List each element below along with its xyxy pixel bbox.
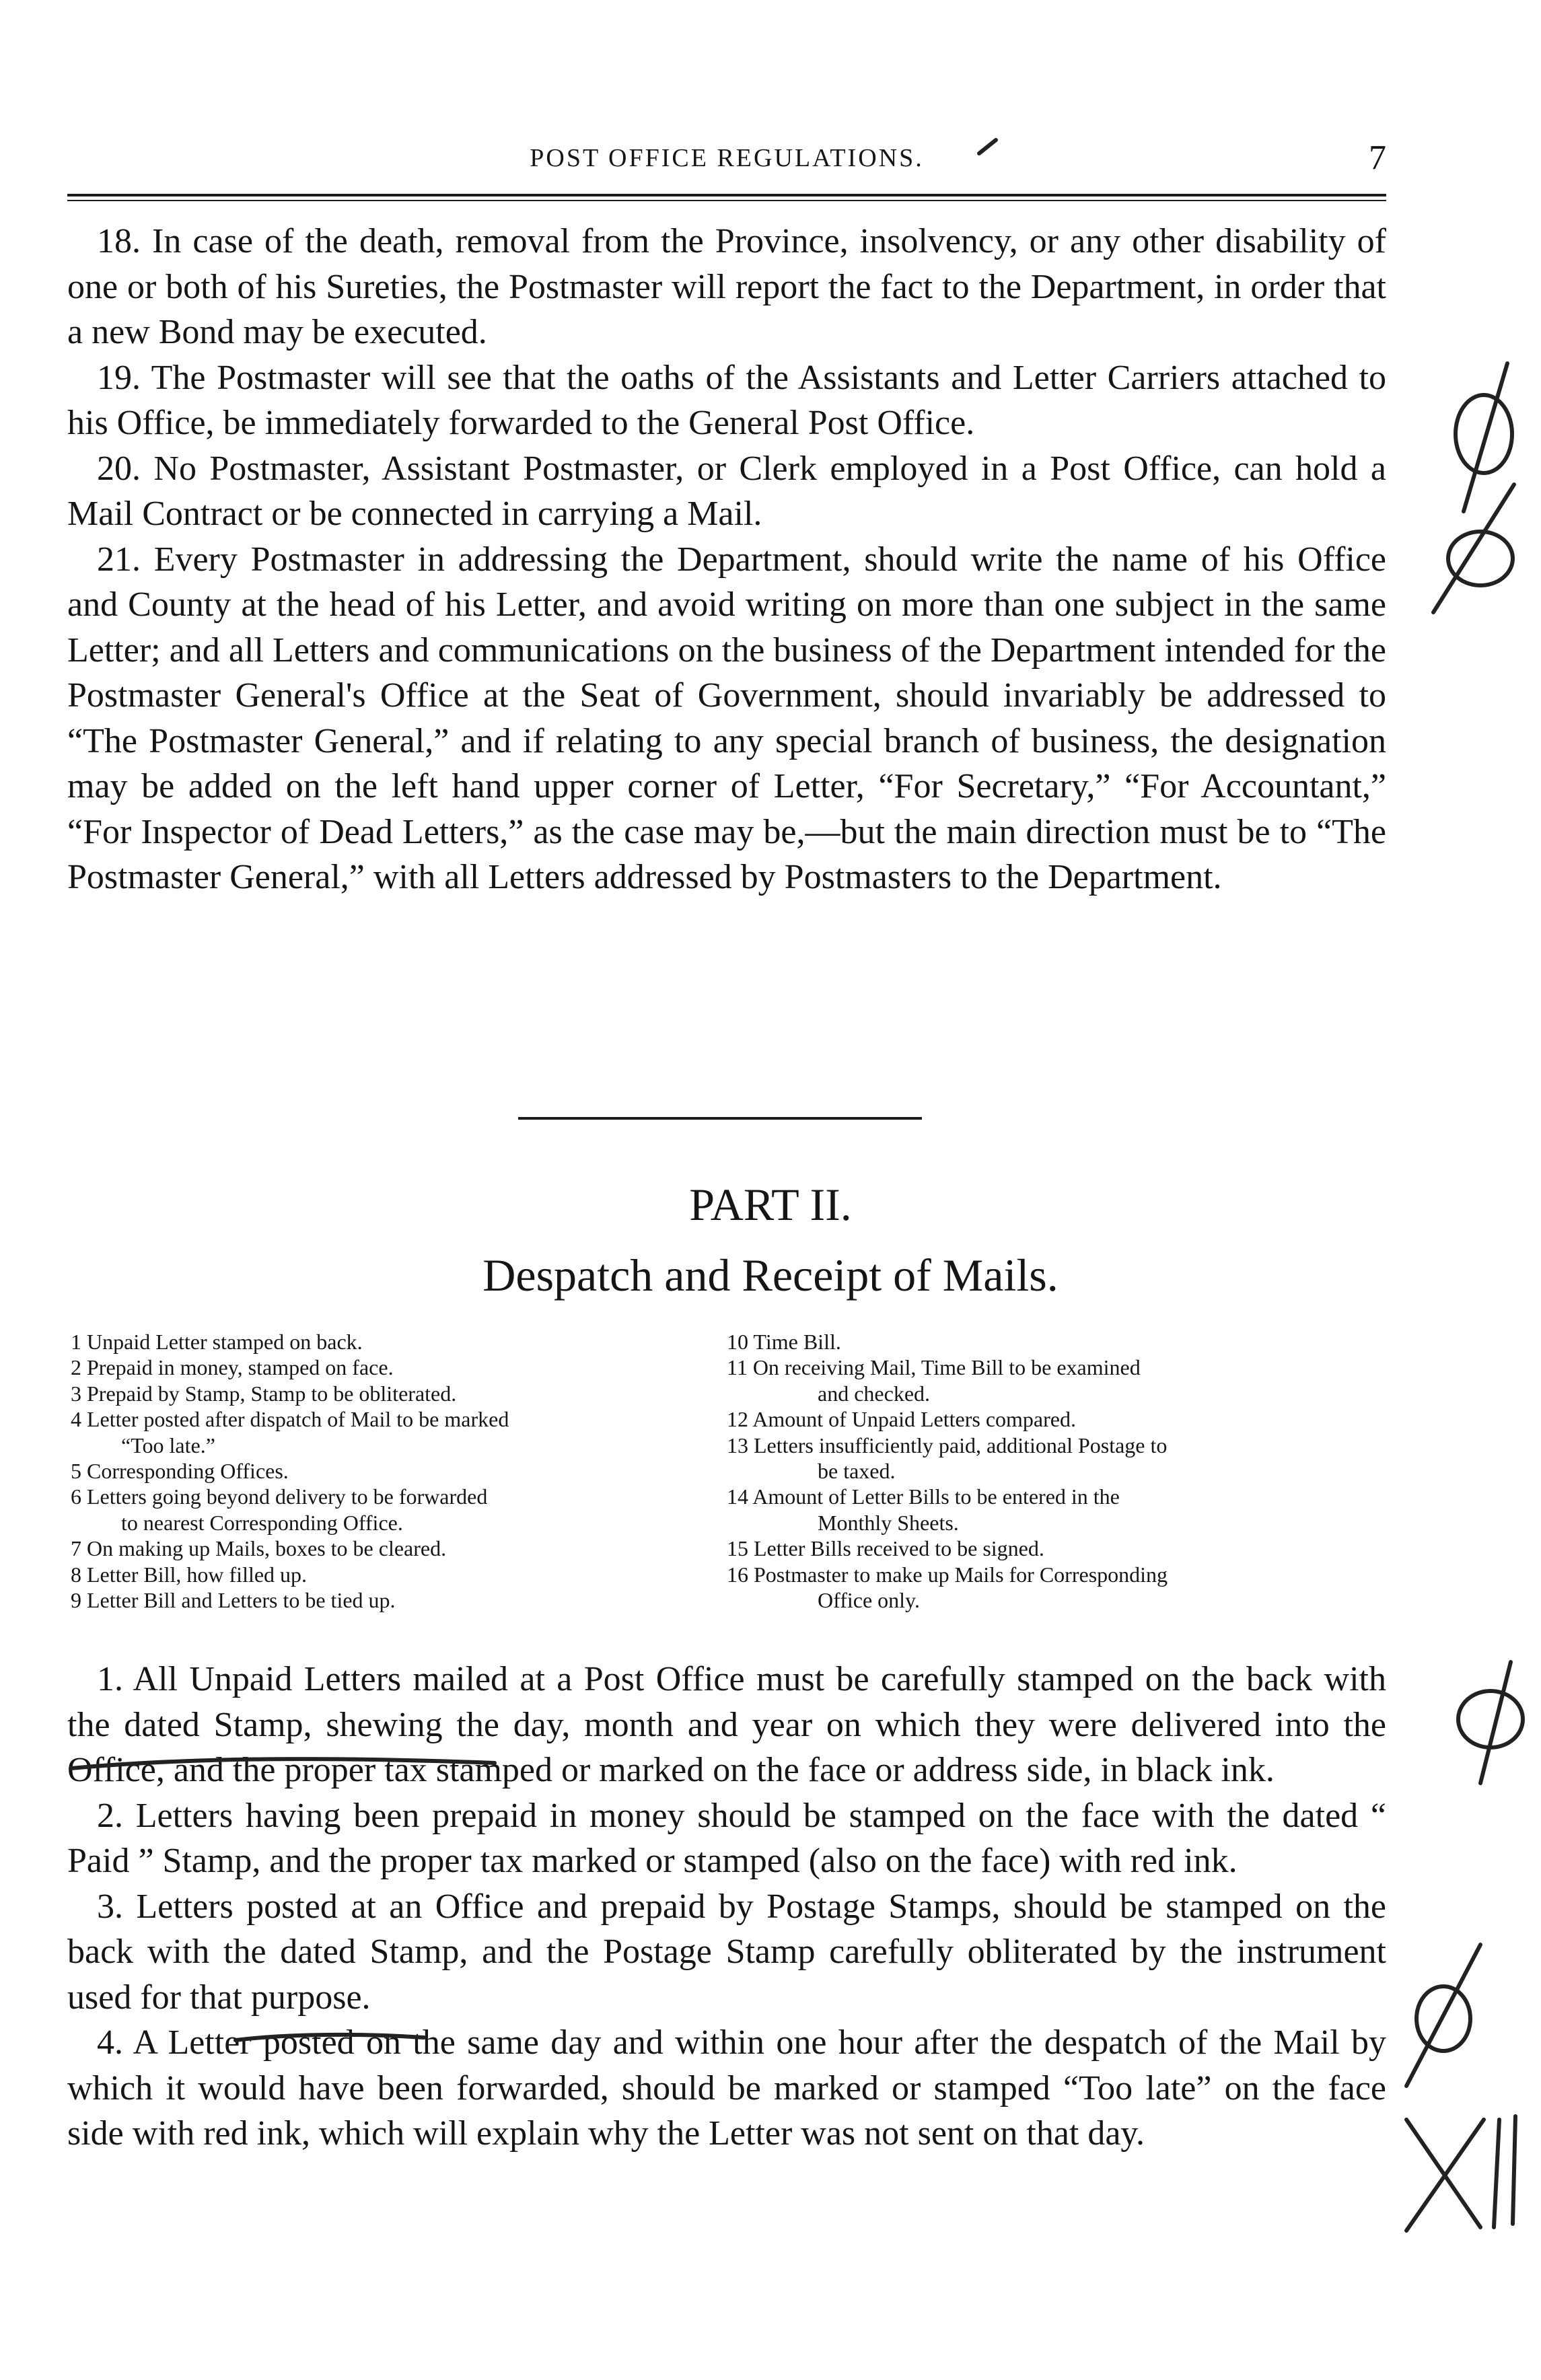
summary-item: 6 Letters going beyond delivery to be forwarded to nearest Corresponding Office. [71, 1484, 488, 1535]
margin-mark-p1 [1458, 1662, 1523, 1783]
summary-list-right [727, 1329, 1386, 1613]
page-number: 7 [1369, 139, 1386, 177]
summary-item: 3 Prepaid by Stamp, Stamp to be obliterated. [71, 1381, 457, 1406]
running-head [67, 138, 1386, 185]
section-divider [518, 1117, 922, 1120]
summary-item: 2 Prepaid in money, stamped on face. [71, 1355, 394, 1380]
summary-item: 5 Corresponding Offices. [71, 1459, 289, 1484]
margin-mark-p3 [1406, 1945, 1480, 2086]
summary-item: 13 Letters insufficiently paid, additional Postage to be taxed. [727, 1433, 1168, 1484]
summary-item: 15 Letter Bills received to be signed. [727, 1536, 1044, 1561]
header-rule-top [67, 194, 1386, 196]
summary-item: 7 On making up Mails, boxes to be cleared. [71, 1536, 447, 1561]
paragraph-18: 18. In case of the death, removal from the Province, insolvency, or any other disability of one or both of his Sureties, the Postmaster will report the fact to the Department, in order that a new Bond may be executed. [67, 222, 1386, 351]
summary-item: 14 Amount of Letter Bills to be entered in the Monthly Sheets. [727, 1484, 1120, 1535]
summary-item: 11 On receiving Mail, Time Bill to be examined and checked. [727, 1355, 1141, 1406]
paragraph-3: 3. Letters posted at an Office and prepaid by Postage Stamps, should be stamped on the back with the dated Stamp, and the Postage Stamp carefully obliterated by the instrument used for that purpose. [67, 1887, 1386, 2017]
summary-item: 10 Time Bill. [727, 1330, 841, 1354]
margin-mark-roman-xii [1406, 2116, 1515, 2231]
summary-item: 12 Amount of Unpaid Letters compared. [727, 1407, 1076, 1432]
running-title: POST OFFICE REGULATIONS. [530, 144, 924, 172]
paragraph-21: 21. Every Postmaster in addressing the Department, should write the name of his Office and County at the head of his Letter, and avoid writing on more than one subject in the same Letter; and all Letters and communications on the business of the Department intended for the Postmaster General's Office at the Seat of Government, should invariably be addressed to “The Postmaster General,” and if relating to any special branch of business, the designation may be added on the left hand upper corner of Letter, “For Secretary,” “For Accountant,” “For Inspector of Dead Letters,” as the case may be,—but the main direction must be to “The Postmaster General,” with all Letters addressed by Postmasters to the Department. [67, 540, 1386, 896]
summary-item: 8 Letter Bill, how filled up. [71, 1562, 308, 1587]
paragraph-2: 2. Letters having been prepaid in money should be stamped on the face with the dated “ Paid ” Stamp, and the proper tax marked or stamped (also on the face) with red ink. [67, 1796, 1386, 1880]
part-one-text [67, 219, 1386, 900]
margin-mark-20 [1433, 484, 1514, 612]
paragraph-4: 4. A Letter posted on the same day and within one hour after the despatch of the Mail by which it would have been forwarded, should be marked or stamped “Too late” on the face side with red ink, which will explain why the Letter was not sent on that day. [67, 2023, 1386, 2153]
summary-item: 4 Letter posted after dispatch of Mail to be marked “Too late.” [71, 1407, 509, 1457]
summary-item: 1 Unpaid Letter stamped on back. [71, 1330, 363, 1354]
header-rule-bottom [67, 200, 1386, 201]
margin-mark-19 [1456, 363, 1512, 511]
summary-item: 16 Postmaster to make up Mails for Corresponding Office only. [727, 1562, 1168, 1613]
paragraph-1: 1. All Unpaid Letters mailed at a Post Office must be carefully stamped on the back with the dated Stamp, shewing the day, month and year on which they were delivered into the Office, and the proper tax stamped or marked on the face or address side, in black ink. [67, 1660, 1386, 1789]
paragraph-20: 20. No Postmaster, Assistant Postmaster, or Clerk employed in a Post Office, can hold a Mail Contract or be connected in carrying a Mail. [67, 449, 1386, 533]
part-subheading: Despatch and Receipt of Mails. [482, 1250, 1059, 1301]
part-two-text [67, 1657, 1386, 2157]
paragraph-19: 19. The Postmaster will see that the oaths of the Assistants and Letter Carriers attached to his Office, be immediately forwarded to the General Post Office. [67, 358, 1386, 442]
part-heading: PART II. [689, 1179, 852, 1230]
summary-item: 9 Letter Bill and Letters to be tied up. [71, 1588, 396, 1613]
summary-list-left [71, 1329, 723, 1613]
